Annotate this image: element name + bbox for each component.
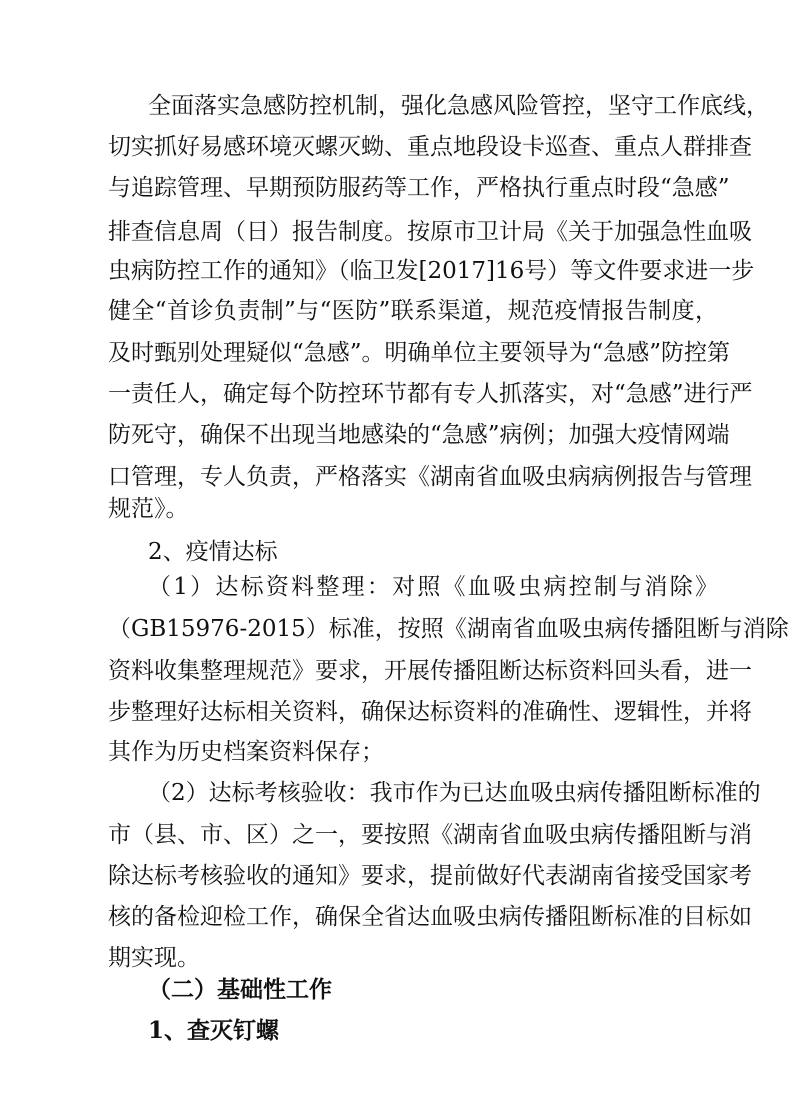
paragraph2-line-2: （GB15976-2015）标准，按照《湖南省血吸虫病传播阻断与消除 bbox=[108, 616, 789, 642]
section-heading-basic-work: （二）基础性工作 bbox=[148, 976, 332, 1003]
paragraph1-line-10: 口管理，专人负责，严格落实《湖南省血吸虫病病例报告与管理 bbox=[108, 464, 752, 490]
paragraph2-line-4: 步整理好达标相关资料，确保达标资料的准确性、逻辑性，并将 bbox=[108, 699, 752, 725]
paragraph2-line-1: （1）达标资料整理：对照《血吸虫病控制与消除》 bbox=[148, 574, 718, 600]
paragraph1-line-2: 切实抓好易感环境灭螺灭蚴、重点地段设卡巡查、重点人群排查 bbox=[108, 134, 752, 160]
heading-epidemic-standard: 2、疫情达标 bbox=[148, 539, 278, 565]
paragraph1-line-7: 及时甄别处理疑似“急感”。明确单位主要领导为“急感”防控第 bbox=[108, 340, 731, 366]
paragraph1-line-5: 虫病防控工作的通知》（临卫发[2017]16号）等文件要求进一步 bbox=[108, 258, 755, 284]
paragraph1-line-8: 一责任人，确定每个防控环节都有专人抓落实，对“急感”进行严 bbox=[108, 381, 753, 407]
paragraph2-line-3: 资料收集整理规范》要求，开展传播阻断达标资料回头看，进一 bbox=[108, 658, 752, 684]
paragraph1-line-11: 规范》。 bbox=[108, 496, 189, 522]
paragraph1-line-4: 排查信息周（日）报告制度。按原市卫计局《关于加强急性血吸 bbox=[108, 219, 752, 245]
paragraph1-line-3: 与追踪管理、早期预防服药等工作，严格执行重点时段“急感” bbox=[108, 175, 730, 201]
paragraph1-line-1: 全面落实急感防控机制，强化急感风险管控，坚守工作底线， bbox=[148, 93, 769, 119]
paragraph3-line-1: （2）达标考核验收：我市作为已达血吸虫病传播阻断标准的 bbox=[148, 780, 761, 806]
paragraph3-line-4: 核的备检迎检工作，确保全省达血吸虫病传播阻断标准的目标如 bbox=[108, 904, 752, 930]
paragraph1-line-6: 健全“首诊负责制”与“医防”联系渠道，规范疫情报告制度， bbox=[108, 298, 718, 324]
paragraph3-line-2: 市（县、市、区）之一，要按照《湖南省血吸虫病传播阻断与消 bbox=[108, 822, 752, 848]
paragraph2-line-5: 其作为历史档案资料保存； bbox=[108, 739, 384, 765]
subheading-snail-control: 1、查灭钉螺 bbox=[148, 1017, 280, 1044]
paragraph3-line-5: 期实现。 bbox=[108, 945, 200, 971]
paragraph1-line-9: 防死守，确保不出现当地感染的“急感”病例；加强大疫情网端 bbox=[108, 422, 730, 448]
paragraph3-line-3: 除达标考核验收的通知》要求，提前做好代表湖南省接受国家考 bbox=[108, 863, 752, 889]
